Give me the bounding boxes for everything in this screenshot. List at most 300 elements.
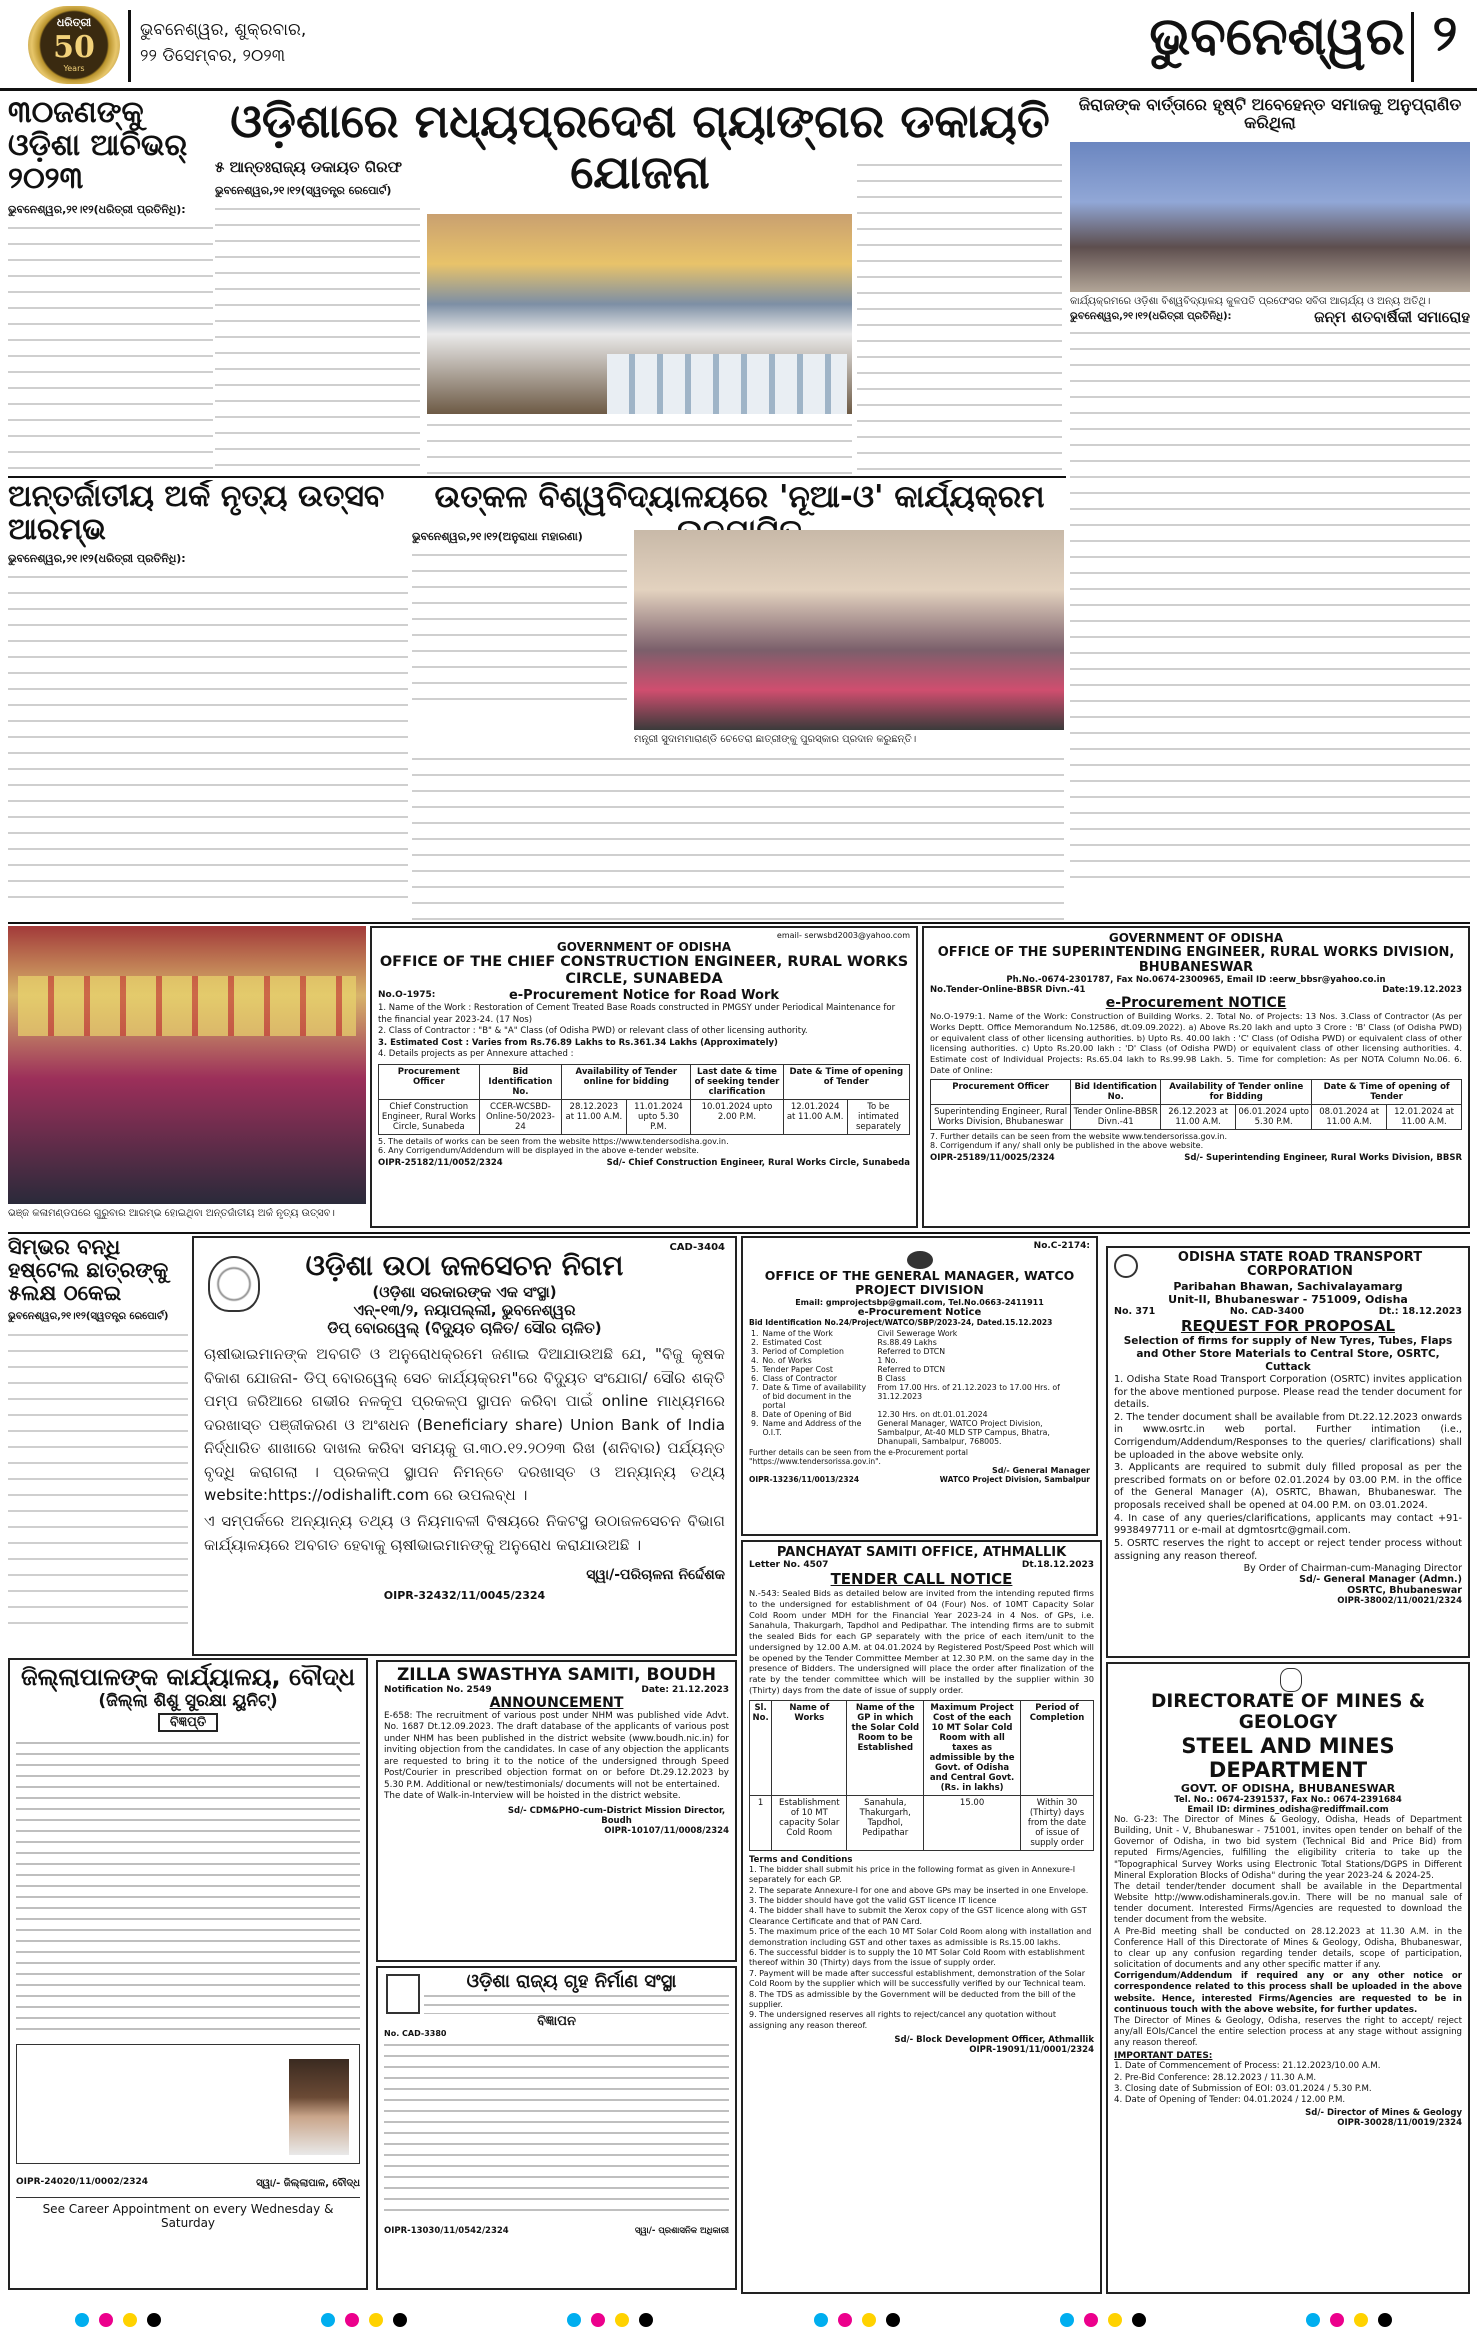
ad-heading: ANNOUNCEMENT: [489, 1695, 624, 1711]
table-cell: To be intimated separately: [847, 1099, 909, 1134]
watco-logo: [907, 1251, 933, 1269]
registration-dot: [838, 2313, 852, 2327]
section-divider: [1411, 12, 1414, 82]
story-headline: ଓଡ଼ିଶାରେ ମଧ୍ୟପ୍ରଦେଶ ଗ୍ୟାଙ୍ଗର ଡକାୟତି ଯୋଜନା: [230, 96, 1050, 199]
ad-osrtc: [1106, 1246, 1470, 1658]
story-body: [412, 548, 627, 708]
ohb-logo: [386, 1974, 420, 2014]
table-header: Name of the GP in which the Solar Cold Room to be Established: [847, 1700, 924, 1795]
ad-zilla-swasthya: [376, 1660, 737, 1962]
ad-signature: ସ୍ୱା/-ପରିଚାଳନା ନିର୍ଦ୍ଦେଶକ: [586, 1567, 725, 1584]
registration-dot: [147, 2313, 161, 2327]
ad-notes: [378, 1137, 910, 1155]
ad-athmallik: [741, 1540, 1102, 2294]
story-column-right: [857, 158, 1062, 476]
ad-footer: [378, 1158, 910, 1168]
table-cell: B Class: [877, 1373, 906, 1383]
row-rule: [8, 476, 1066, 478]
table-header: Bid Identification No.: [479, 1064, 562, 1099]
photo-caption: ଭଞ୍ଜ କଳାମଣ୍ଡପରେ ଗୁରୁବାର ଆରମ୍ଭ ହୋଇଥିବା ଅନ୍ତର୍ଜାତୀୟ ଅର୍କ ନୃତ୍ୟ ଉତ୍ସବ।: [8, 1208, 335, 1219]
uu-event-photo: [634, 530, 1064, 730]
table-cell: Date & Time of availability of bid document in the portal: [762, 1382, 867, 1410]
ad-body-2: ଏ ସମ୍ପର୍କରେ ଅନ୍ୟାନ୍ୟ ତଥ୍ୟ ଓ ନିୟମାବଳୀ ବିଷୟରେ ନିକଟସ୍ଥ ଉଠାଜଳସେଚନ ବିଭାଗ କାର୍ଯ୍ୟାଳୟରେ ଅବଗତ ହେବାକୁ ଚାଷୀଭାଇମାନଙ୍କୁ ଅନୁରୋଧ କରାଯାଉଅଛି ।: [204, 1511, 725, 1554]
ad-item: 3. Estimated Cost : Varies from Rs.76.89 Lakhs to Rs.361.34 Lakhs (Approximately): [378, 1037, 778, 1048]
terms-list: [749, 1865, 1094, 2031]
table-row: [749, 1410, 1090, 1419]
ad-collector-boudh: [8, 1658, 368, 2290]
registration-dot-group: [75, 2312, 171, 2331]
oipr-code: OIPR-19091/11/0001/2324: [969, 2045, 1094, 2056]
ad-item: 1. Name of the Work : Restoration of Cement Treated Base Roads constructed in PMGSY under Periodical Maintenance for the financial year 2023-24. (17 Nos): [378, 1003, 896, 1025]
ad-para: Corrigendum/Addendum if required any or any other notice or correspondence related to this process shall be uploaded in the above website. Hence, interested Firms/Agencies are requested to be in continuous touch with the above website, for further updates.: [1114, 1971, 1462, 2015]
ad-notes: [930, 1132, 1462, 1150]
table-header: Bid Identification No.: [1071, 1079, 1161, 1104]
ad-bid: Bid Identification No.24/Project/WATCO/SBP/2023-24, Dated.15.12.2023: [749, 1317, 1053, 1327]
registration-dot: [639, 2313, 653, 2327]
registration-dot: [814, 2313, 828, 2327]
ad-table: [16, 2044, 360, 2164]
ad-para: No. G-23: The Director of Mines & Geology, Odisha, Heads of Department Building, Unit - V, Bhubaneswar - 751001, invites open tender on behalf of the Governor of Odisha, in two bid system (Technical Bid and Price Bid) from reputed Firms/Agencies, fulfilling the eligibility criteria to take up the "Topographical Survey Works using Electronic Total Stations/DGPS in Different Mineral Exploration Blocks of Odisha" during the year 2023-24 & 2024-25.: [1114, 1814, 1462, 1881]
table-row: [749, 1383, 1090, 1410]
ad-signature-2: WATCO Project Division, Sambalpur: [939, 1474, 1090, 1484]
ad-office: OFFICE OF THE CHIEF CONSTRUCTION ENGINEER, RURAL WORKS CIRCLE, SUNABEDA: [379, 954, 909, 987]
table-row: [931, 1104, 1462, 1129]
story-body: [215, 202, 420, 472]
ad-cad: No. CAD-3400: [1229, 1305, 1305, 1317]
ad-date: Dt.18.12.2023: [1021, 1560, 1094, 1570]
registration-dot-group: [567, 2312, 663, 2331]
table-cell: 15.00: [924, 1795, 1021, 1850]
story-headline: ଉତ୍କଳ ବିଶ୍ୱବିଦ୍ୟାଳୟରେ 'ନୂଆ-ଓ' କାର୍ଯ୍ୟକ୍ରମ: [434, 480, 1045, 515]
ad-item: 2. The tender document shall be available from Dt.22.12.2023 onwards in www.osrtc.in web portal. Further intimation (i.e., Corrigendum/Addendum/Responses to the queries/ clarifications) shall be uploaded in the above website only.: [1114, 1411, 1462, 1461]
photo-caption: ମନ୍ତ୍ରୀ ସୁଦାମମାରାଣ୍ଡି ଚେତେରା ଛାତ୍ରୀଙ୍କୁ ପୁରସ୍କାର ପ୍ରଦାନ କରୁଛନ୍ତି।: [634, 734, 917, 745]
table-cell: Referred to DTCN: [877, 1346, 946, 1356]
table-row: [749, 1365, 1090, 1374]
table-header: Availability of Tender online for Bidding: [1161, 1079, 1312, 1104]
ad-note: 8. Corrigendum if any/ shall only be published in the above website.: [930, 1140, 1204, 1150]
ad-number: Notification No. 2549: [384, 1685, 492, 1695]
table-cell: 10.01.2024 upto 2.00 P.M.: [691, 1099, 783, 1134]
registration-dot: [1060, 2313, 1074, 2327]
table-cell: 5.: [751, 1364, 759, 1374]
table-cell: Referred to DTCN: [877, 1364, 946, 1374]
logo-number: 50: [53, 30, 95, 65]
registration-dot: [75, 2313, 89, 2327]
ad-title: ଓଡ଼ିଶା ଉଠା ଜଳସେଚନ ନିଗମ: [305, 1249, 624, 1282]
ad-signature: Sd/- General Manager (Admn.): [1299, 1574, 1462, 1586]
registration-dot-group: [1060, 2312, 1156, 2331]
ad-contact: Ph.No.-0674-2301787, Fax No.0674-2300965, Email ID :eerw_bbsr@yahoo.co.in: [1006, 975, 1386, 985]
dateline-city: ଭୁବନେଶ୍ୱର, ଶୁକ୍ରବାର,: [140, 20, 307, 40]
story-dateline: ଭୁବନେଶ୍ୱର,୨୧।୧୨(ଧରିତ୍ରୀ ପ୍ରତିନିଧି):: [1070, 311, 1232, 323]
story-headline: ଅନ୍ତର୍ଜାତୀୟ ଅର୍କ ନୃତ୍ୟ ଉତ୍ସବ ଆରମ୍ଭ: [8, 480, 385, 547]
ad-note: 7. Further details can be seen from the website www.tendersorissa.gov.in.: [930, 1131, 1227, 1141]
table-cell: 1 No.: [877, 1355, 898, 1365]
oipr-code: OIPR-13236/11/0013/2324: [749, 1474, 860, 1484]
masthead-rule: [0, 88, 1477, 91]
table-cell: Tender Paper Cost: [762, 1364, 833, 1374]
dateline: [140, 18, 440, 69]
ad-signature: Sd/- Director of Mines & Geology: [1305, 2108, 1462, 2119]
table-cell: Rs.88.49 Lakhs: [877, 1337, 937, 1347]
ad-ref: [749, 1560, 1094, 1570]
table-row: [749, 1419, 1090, 1446]
ad-subhead: ଡିପ୍ ବୋରୱେଲ୍ (ବିଦ୍ୟୁତ ଚାଳିତ/ ସୌର ଚାଳିତ): [327, 1319, 602, 1337]
logo-top: ଧରିତ୍ରୀ: [56, 16, 92, 29]
ad-table: [930, 1079, 1462, 1130]
ad-title: e-Procurement Notice for Road Work: [508, 988, 780, 1004]
ad-subtitle: (ଓଡ଼ିଶା ସରକାରଙ୍କ ଏକ ସଂସ୍ଥା): [372, 1283, 557, 1301]
ad-signature: ସ୍ୱା/- ପ୍ରଶାସନିକ ଅଧିକାରୀ: [634, 2226, 729, 2236]
date-item: 2. Pre-Bid Conference: 28.12.2023 / 11.30 A.M.: [1114, 2072, 1317, 2083]
ad-items: [378, 1003, 910, 1060]
registration-dot: [1108, 2313, 1122, 2327]
table-cell: 2.: [751, 1337, 759, 1347]
ad-email: Email ID: dirmines_odisha@rediffmail.com: [1187, 1804, 1389, 1815]
ad-note: 6. Any Corrigendum/Addendum will be displayed in the above e-tender website.: [378, 1145, 699, 1155]
ad-title: e-Procurement NOTICE: [1105, 995, 1287, 1011]
table-header: Procurement Officer: [931, 1079, 1071, 1104]
oipr-code: OIPR-25189/11/0025/2324: [930, 1152, 1055, 1163]
dates-list: [1114, 2061, 1462, 2106]
mines-emblem: [1280, 1668, 1302, 1692]
dates-title: IMPORTANT DATES:: [1114, 2051, 1213, 2062]
ad-body: N.-543: Sealed Bids as detailed below are invited from the intending reputed firms to the undersigned for establishment of 04 (Four) Nos. of 10MT Capacity Solar Cold Room under MDH for the Financial Year 2023-24 in 4 Nos. of GPs, i.e. Sanahula, Thakurgarh, Tapdhol and Pedipathar. The intending firms are to submit the sealed Bids for each GP separately with the price of each item/unit to the undersigned by 12.00 A.M. at 04.01.2024 by Registered Post/Speed Post which will be opened by the Tender Committee Member at 12.30 P.M. on the same day in the presence of Bidders. The undersigned will place the order after finalization of the rate by the tender committee which will be installed by the supplier within 30 (Thirty) days from the date of issue of supply order.: [749, 1588, 1094, 1696]
ad-body: [384, 2040, 729, 2220]
dateline-date: ୨୨ ଡିସେମ୍ବର, ୨୦୨୩: [140, 45, 286, 66]
ad-by-order: By Order of Chairman-cum-Managing Director: [1243, 1563, 1462, 1575]
logo: [28, 6, 120, 84]
table-cell: 3.: [751, 1346, 759, 1356]
registration-dot: [862, 2313, 876, 2327]
ad-title: ZILLA SWASTHYA SAMITI, BOUDH: [396, 1665, 717, 1685]
table-cell: Class of Contractor: [762, 1373, 837, 1383]
ad-heading: REQUEST FOR PROPOSAL: [1180, 1316, 1395, 1335]
table-cell: 26.12.2023 at 11.00 A.M.: [1161, 1104, 1236, 1129]
table-row: [750, 1795, 1094, 1850]
osrtc-logo: [1114, 1254, 1138, 1278]
ad-number: No. 371: [1114, 1305, 1156, 1317]
ad-date: Dt.: 18.12.2023: [1378, 1305, 1462, 1317]
ad-signature: Sd/- CDM&PHO-cum-District Mission Director, Boudh: [507, 1806, 726, 1827]
term-item: 1. The bidder shall submit his price in the following format as given in Annexure-I separately for each GP.: [749, 1864, 1076, 1885]
row-rule: [8, 922, 1470, 924]
table-cell: 12.30 Hrs. on dt.01.01.2024: [877, 1409, 988, 1419]
term-item: 9. The undersigned reserves all rights to reject/cancel any quotation without assigning any reason thereof.: [749, 2010, 1057, 2030]
story-headline: ସିମ୍ଭର ବନ୍ଧି ହଷ୍ଟେଲ ଛାତ୍ରଙ୍କୁ ୫ଲକ୍ଷ ଠକେଇ: [8, 1236, 169, 1306]
ad-email: email- serwsbd2003@yahoo.com: [776, 931, 910, 940]
table-row: [749, 1347, 1090, 1356]
story-headline: ୩୦ଜଣଙ୍କୁ ଓଡ଼ିଶା ଆଚିଭର୍ ୨୦୨୩: [8, 96, 188, 196]
page-number: ୨: [1432, 4, 1458, 62]
story-utkal-university: [412, 480, 1067, 920]
story-dateline: ଭୁବନେଶ୍ୱର,୨୧।୧୨(ସ୍ୱତନ୍ତ୍ର ରେପୋର୍ଟ): [215, 184, 392, 197]
table-cell: 06.01.2024 upto 5.30 P.M.: [1236, 1104, 1312, 1129]
table-row: [749, 1374, 1090, 1383]
table-cell: 8.: [751, 1409, 759, 1419]
ad-mines-geology: [1106, 1662, 1470, 2294]
ad-item: 4. In case of any queries/clarifications, applicants may contact +91-9938497711 or e-mail at dgmtosrtc@gmail.com.: [1114, 1512, 1462, 1537]
table-cell: General Manager, WATCO Project Division, Sambalpur, At-40 MLD STP Campus, Bhatra, Dhanupali, Sambalpur, 768005.: [877, 1418, 1050, 1446]
ad-title: TENDER CALL NOTICE: [830, 1570, 1013, 1588]
story-body: [1070, 326, 1470, 886]
table-header: Date & Time of opening of Tender: [783, 1064, 909, 1099]
row-rule: [8, 1232, 1470, 1234]
ad-title: DIRECTORATE OF MINES & GEOLOGY: [1151, 1691, 1425, 1734]
table-header: Last date & time of seeking tender clarification: [691, 1064, 783, 1099]
ad-item: 4. Details projects as per Annexure attached :: [378, 1049, 574, 1060]
ad-item: 3. Applicants are required to submit duly filled proposal as per the prescribed formats on or before 02.01.2024 by 03.00 P.M. in the office of the General Manager (A), OSRTC, Bhawan, Bhubaneswar. The proposals received shall be opened at 04.00 P.M. on 03.01.2024.: [1114, 1462, 1462, 1512]
ad-subtitle: (ଜିଲ୍ଲା ଶିଶୁ ସୁରକ୍ଷା ୟୁନିଟ୍): [98, 1691, 278, 1711]
table-cell: 12.01.2024 at 11.00 A.M.: [1387, 1104, 1462, 1129]
table-header: Date & Time of opening of Tender: [1312, 1079, 1462, 1104]
ad-signature: Sd/- Block Development Officer, Athmallik: [894, 2035, 1094, 2046]
dance-photo: [8, 926, 366, 1204]
ad-tag: ବିଜ୍ଞାପନ: [537, 2014, 576, 2029]
ad-item: 1. Odisha State Road Transport Corporation (OSRTC) invites application for the above mentioned purpose. Please read the tender document for details.: [1114, 1373, 1462, 1411]
story-column-left: [215, 158, 420, 476]
ad-note: 5. The details of works can be seen from the website https://www.tendersodisha.gov.in.: [378, 1136, 729, 1146]
registration-dot: [99, 2313, 113, 2327]
photo-banner: [18, 976, 356, 1036]
registration-dot: [1330, 2313, 1344, 2327]
ad-footer-note: See Career Appointment on every Wednesday & Saturday: [16, 2197, 360, 2230]
ad-para: A Pre-Bid meeting shall be conducted on 28.12.2023 at 11.30 A.M. in the Conference Hall of this Directorate of Mines & Geology, Odisha, Bhubaneswar, to clear up any confusion regarding tender details, scope of participation, solicitation of documents and any other specific matter if any.: [1114, 1926, 1462, 1971]
logo-sub: Years: [63, 64, 85, 73]
ad-item: 5. OSRTC reserves the right to accept or reject tender process without assigning any reason thereof.: [1114, 1537, 1462, 1562]
ad-ref: [384, 1685, 729, 1695]
table-cell: 1: [750, 1795, 772, 1850]
terms-title: Terms and Conditions: [749, 1854, 853, 1865]
term-item: 5. The maximum price of the each 10 MT Solar Cold Room along with installation and demonstration including GST and other taxes as admissible is Rs.15.00 lakhs.: [749, 1927, 1092, 1947]
ad-ref: [1114, 1306, 1462, 1317]
story-dateline: ଭୁବନେଶ୍ୱର,୨୧।୧୨(ସ୍ୱତନ୍ତ୍ର ରେପୋର୍ଟ): [8, 1311, 169, 1323]
ad-signature: Sd/- General Manager: [991, 1465, 1090, 1475]
ad-body: No.O-1979:1. Name of the Work: Construction of Building Works. 2. Total No. of Projects: 13 Nos. 3.Class of Contractor (As per Works Deptt. Office Memorandum No.12586, dt.09.09.2022). a) Above Rs.20 lakh and upto 3 Crore : 'B' Class (of Odisha PWD) or equivalent class of other licensing authorities. b) Upto Rs. 40.00 lakh : 'C' Class (of Odisha PWD) or equivalent class of other licensing authorities. c) Upto Rs.20.00 lakh : 'D' Class (of Odisha PWD) or equivalent class of other licensing authorities. 4. Estimate cost of Individual Projects: Rs.65.04 lakh to Rs.99.98 Lakh. 5. Time for completion: As per NOTA Column No.06. 6. Date of Online:: [930, 1011, 1462, 1075]
section-title: ଭୁବନେଶ୍ୱର: [1149, 7, 1405, 67]
child-photo: [289, 2059, 349, 2155]
table-cell: Tender Online-BBSR Divn.-41: [1071, 1104, 1161, 1129]
ad-title-2: STEEL AND MINES DEPARTMENT: [1181, 1733, 1395, 1782]
ad-rwd-sunabeda: [370, 926, 918, 1228]
ad-date: Date:19.12.2023: [1382, 985, 1462, 995]
story-mp-gang: [215, 96, 1065, 476]
table-cell: Name of the Work: [762, 1328, 833, 1338]
table-row: [749, 1329, 1090, 1338]
table-header: Period of Completion: [1021, 1700, 1094, 1795]
term-item: 8. The TDS as admissible by the Government will be deducted from the bill of the supplier.: [749, 1989, 1076, 2009]
oipr-code: OIPR-32432/11/0045/2324: [383, 1589, 546, 1603]
oipr-code: OIPR-10107/11/0008/2324: [604, 1826, 729, 1837]
ad-footer: [384, 2226, 729, 2236]
registration-dot: [1354, 2313, 1368, 2327]
ad-office: OFFICE OF THE GENERAL MANAGER, WATCO PROJECT DIVISION: [764, 1268, 1075, 1298]
story-hostel-fraud: [8, 1236, 188, 1654]
table-cell: Estimated Cost: [762, 1337, 822, 1347]
story-subhead: ୫ ଆନ୍ତଃରାଜ୍ୟ ଡକାୟତ ଗିରଫ: [215, 158, 403, 176]
story-body-lower: [412, 752, 1064, 920]
table-cell: 08.01.2024 at 11.00 A.M.: [1312, 1104, 1387, 1129]
ad-contact-lines: [424, 1992, 729, 2014]
registration-dot-group: [321, 2312, 417, 2331]
table-cell: 9.: [751, 1418, 759, 1428]
ad-para: The detail tender/tender document shall be available in the Departmental Website http://www.odishaminerals.gov.in. There will be no manual sale of tender document. Interested Firms/Agencies are requested to download the tender document from the website.: [1114, 1881, 1462, 1926]
arrested-photo: [427, 214, 852, 414]
table-cell: No. of Works: [762, 1355, 812, 1365]
ad-watco: [741, 1236, 1098, 1536]
story-body: [8, 570, 408, 910]
ad-number: No. CAD-3380: [384, 2029, 447, 2038]
story-arka-dance: [8, 480, 408, 920]
ad-letter: Letter No. 4507: [749, 1560, 829, 1570]
ad-items: [1114, 1374, 1462, 1563]
ad-table: [378, 1064, 910, 1135]
photo-bottles: [607, 354, 847, 414]
ad-rwd-bhubaneswar: [922, 926, 1470, 1228]
ad-body: [16, 1738, 360, 2038]
registration-marks: [0, 2310, 1477, 2332]
table-cell: Period of Completion: [762, 1346, 844, 1356]
ad-footer: [749, 1475, 1090, 1484]
ad-para: The Director of Mines & Geology, Odisha, reserves the right to accept/ reject any/all EOIs/Cancel the entire selection process at any stage without assigning any reason thereof.: [1114, 2015, 1462, 2049]
ad-gov: GOVT. OF ODISHA, BHUBANESWAR: [1180, 1781, 1396, 1795]
table-cell: Sanahula, Thakurgarh, Tapdhol, Pedipathar: [847, 1795, 924, 1850]
story-odisha-achiever: [8, 96, 213, 476]
story-dateline: ଭୁବନେଶ୍ୱର,୨୧।୧୨(ଧରିତ୍ରୀ ପ୍ରତିନିଧି):: [8, 552, 186, 565]
ad-body-2: The date of Walk-in-Interview will be hoisted in the district website.: [384, 1790, 681, 1801]
ad-number: No.O-1975:: [378, 990, 436, 1001]
table-cell: 6.: [751, 1373, 759, 1383]
ad-note: Further details can be seen from the e-Procurement portal "https://www.tendersorissa.gov.in".: [749, 1447, 968, 1466]
ad-table: [749, 1700, 1094, 1851]
oipr-code: OIPR-30028/11/0019/2324: [1337, 2118, 1462, 2129]
ad-body: E-658: The recruitment of various post under NHM was published vide Advt. No. 1687 Dt.12.09.2023. The draft database of the applicants of various post under NHM has been published in the district website (www.boudh.nic.in) for inviting objection from the candidates. In case of any objection the applicants are requested to bring it to the notice of the undersigned through Speed Post/Courier in prescribed objection format on or before Dt.29.12.2023 by 5.30 P.M. Additional or new/testimonials/ documents will not be entertained.: [384, 1711, 729, 1790]
story-body: [8, 221, 213, 471]
ad-subhead: Selection of firms for supply of New Tyres, Tubes, Flaps and Other Store Materials to Central Store, OSRTC, Cuttack: [1123, 1334, 1453, 1373]
ad-title: ଓଡ଼ିଶା ରାଜ୍ୟ ଗୃହ ନିର୍ମାଣ ସଂସ୍ଥା: [466, 1971, 677, 1992]
ad-footer: [930, 1153, 1462, 1163]
oipr-code: OIPR-25182/11/0052/2324: [378, 1157, 503, 1168]
date-item: 4. Date of Opening of Tender: 04.01.2024 / 12.00 P.M.: [1114, 2094, 1346, 2105]
story-headline: ଜିରାଜଙ୍କ ବାର୍ତ୍ତାରେ ହୃଷ୍ଟି ଅବେହେନ୍ତ ସମାଜକୁ ଅନୁପ୍ରାଣିତ କରିଥିଲା: [1078, 96, 1462, 133]
table-cell: 28.12.2023 at 11.00 A.M.: [562, 1099, 626, 1134]
ad-tag-wrap: [16, 1711, 360, 1732]
ad-number: No.Tender-Online-BBSR Divn.-41: [930, 985, 1086, 995]
table-cell: 12.01.2024 at 11.00 A.M.: [783, 1099, 847, 1134]
ad-title: ଜିଲ୍ଲାପାଳଙ୍କ କାର୍ଯ୍ୟାଳୟ, ବୌଦ୍ଧ: [21, 1663, 355, 1691]
story-birth-centenary: [1070, 96, 1470, 906]
registration-dot: [591, 2313, 605, 2327]
ad-email: Email: gmprojectsbp@gmail.com, Tel.No.0663-2411911: [795, 1297, 1044, 1307]
registration-dot: [393, 2313, 407, 2327]
registration-dot-group: [814, 2312, 910, 2331]
ad-signature: ସ୍ୱା/- ଜିଲ୍ଲାପାଳ, ବୌଦ୍ଧ: [256, 2178, 360, 2189]
ad-signature: Sd/- Superintending Engineer, Rural Works Division, BBSR: [1184, 1152, 1462, 1163]
ad-odisha-housing-board: [376, 1966, 737, 2290]
table-cell: 11.01.2024 upto 5.30 P.M.: [626, 1099, 691, 1134]
term-item: 4. The bidder shall have to submit the Xerox copy of the GST licence along with GST Clearance Certificate and that of PAN Card.: [749, 1906, 1087, 1926]
table-cell: Superintending Engineer, Rural Works Division, Bhubaneswar: [931, 1104, 1071, 1129]
term-item: 2. The separate Annexure-I for one and above GPs may be inserted in one Envelope.: [749, 1885, 1089, 1895]
ad-address-2: Unit-II, Bhubaneswar - 751009, Odisha: [1168, 1292, 1408, 1306]
registration-dot: [886, 2313, 900, 2327]
registration-dot: [123, 2313, 137, 2327]
table-row: [749, 1338, 1090, 1347]
registration-dot: [567, 2313, 581, 2327]
registration-dot: [321, 2313, 335, 2327]
table-row: [379, 1099, 910, 1134]
date-item: 3. Closing date of Submission of EOI: 03.01.2024 / 5.30 P.M.: [1114, 2083, 1372, 2094]
oipr-code: OIPR-24020/11/0002/2324: [16, 2177, 149, 2187]
ad-office: PANCHAYAT SAMITI OFFICE, ATHMALLIK: [776, 1545, 1067, 1560]
masthead-divider: [128, 10, 131, 82]
table-cell: From 17.00 Hrs. of 21.12.2023 to 17.00 Hrs. of 31.12.2023: [877, 1382, 1060, 1401]
table-header: Procurement Officer: [379, 1064, 480, 1099]
ad-signature-2: OSRTC, Bhubaneswar: [1347, 1585, 1462, 1597]
ad-ref: [930, 985, 1462, 995]
ad-tag: ବିଜ୍ଞପ୍ତି: [158, 1713, 218, 1732]
ad-number: No.C-2174:: [1033, 1241, 1090, 1251]
photo-caption-lines: [427, 418, 852, 474]
table-cell: Name and Address of the O.I.T.: [762, 1418, 862, 1437]
table-cell: 4.: [751, 1355, 759, 1365]
table-header: Availability of Tender online for bidding: [562, 1064, 691, 1099]
registration-dot: [369, 2313, 383, 2327]
registration-dot: [1084, 2313, 1098, 2327]
registration-dot: [1378, 2313, 1392, 2327]
photo-caption: କାର୍ଯ୍ୟକ୍ରମରେ ଓଡ଼ିଶା ବିଶ୍ୱବିଦ୍ୟାଳୟ କୁଳପତି ପ୍ରଫେସର ସବିତା ଆଚାର୍ଯ୍ୟ ଓ ଅନ୍ୟ ଅତିଥି।: [1070, 296, 1431, 308]
ad-date: Date: 21.12.2023: [641, 1685, 729, 1695]
ad-gov: GOVERNMENT OF ODISHA: [556, 940, 732, 954]
ad-title: ODISHA STATE ROAD TRANSPORT CORPORATION: [1177, 1250, 1423, 1280]
ad-tel: Tel. No.: 0674-2391537, Fax No.: 0674-2391684: [1174, 1794, 1402, 1805]
table-cell: CCER-WCSBD-Online-50/2023-24: [479, 1099, 562, 1134]
table-cell: Date of Opening of Bid: [762, 1409, 852, 1419]
ad-address: ଏନ୍‌-୧୩/୨, ନୟାପଲ୍ଲୀ, ଭୁବନେଶ୍ୱର: [353, 1301, 576, 1319]
ad-body: ଚାଷୀଭାଇମାନଙ୍କ ଅବଗତି ଓ ଅନୁରୋଧକ୍ରମେ ଜଣାଇ ଦିଆଯାଉଅଛି ଯେ, "ବିଜୁ କୃଷକ ବିକାଶ ଯୋଜନା- ଡିପ୍ ବୋରୱେଲ୍ ସେଚ କାର୍ଯ୍ୟକ୍ରମ"ରେ ବିଦ୍ୟୁତ ସଂଯୋଗ/ ସୌର ଶକ୍ତି ପମ୍ପ ଜରିଆରେ ଗଭୀର ନଳକୂପ ପ୍ରକଳ୍ପ ସ୍ଥାପନ କରିବା ପାଇଁ online ମାଧ୍ୟମରେ ଦରଖାସ୍ତ ପଞ୍ଜୀକରଣ ଓ ଅଂଶଧନ (Beneficiary share) Union Bank of India ନିର୍ଦ୍ଧାରିତ ଶାଖାରେ ଦାଖଲ କରିବା ସମୟକୁ ତା.୩୦.୧୨.୨୦୨୩ ରିଖ (ଶନିବାର) ପର୍ଯ୍ୟନ୍ତ ବୃଦ୍ଧି କରାଗଲା । ପ୍ରକଳ୍ପ ସ୍ଥାପନ ନିମନ୍ତେ ଦରଖାସ୍ତ ଓ ଅନ୍ୟାନ୍ୟ ତଥ୍ୟ website:https://odishalift.com ରେ ଉପଲବ୍ଧ ।: [204, 1345, 725, 1505]
olic-emblem: [208, 1256, 260, 1312]
registration-dot-group: [1306, 2312, 1402, 2331]
ad-signature: Sd/- Chief Construction Engineer, Rural Works Circle, Sunabeda: [606, 1157, 910, 1168]
registration-dot: [1306, 2313, 1320, 2327]
story-body: [8, 1328, 188, 1628]
table-row: [749, 1356, 1090, 1365]
term-item: 7. Payment will be made after successful establishment, demonstration of the Solar Cold Room by the supplier which will be successfully verified by our Technical team.: [749, 1968, 1086, 1989]
ad-office: OFFICE OF THE SUPERINTENDING ENGINEER, RURAL WORKS DIVISION, BHUBANESWAR: [937, 945, 1455, 975]
story-subhead: ଜନ୍ମ ଶତବାର୍ଷିକୀ ସମାରୋହ: [1314, 308, 1470, 327]
table-cell: Chief Construction Engineer, Rural Works Circle, Sunabeda: [379, 1099, 480, 1134]
table-cell: 1.: [751, 1328, 759, 1338]
story-dateline: ଭୁବନେଶ୍ୱର,୨୧।୧୨(ଧରିତ୍ରୀ ପ୍ରତିନିଧି):: [8, 203, 186, 216]
event-photo: [1070, 142, 1470, 292]
story-dateline: ଭୁବନେଶ୍ୱର,୨୧।୧୨(ଅନୁରାଧା ମହାରଣା): [412, 530, 583, 543]
registration-dot: [1132, 2313, 1146, 2327]
ad-odisha-lift-irrigation: [192, 1236, 737, 1656]
term-item: 6. The successful bidder is to supply the 10 MT Solar Cold Room with establishment thereof within 30 (Thirty) days from the issue of supply order.: [749, 1947, 1085, 1968]
ad-gov: GOVERNMENT OF ODISHA: [1108, 931, 1284, 945]
ad-title: e-Procurement Notice: [857, 1306, 982, 1318]
table-cell: Within 30 (Thirty) days from the date of issue of supply order: [1021, 1795, 1094, 1850]
ad-item: 2. Class of Contractor : "B" & "A" Class (of Odisha PWD) or relevant class of other licensing authority.: [378, 1026, 808, 1037]
ad-items: [749, 1329, 1090, 1446]
table-header: Name of Works: [772, 1700, 847, 1795]
ad-cad: CAD-3404: [669, 1242, 725, 1253]
ad-body: [1114, 1815, 1462, 2050]
table-cell: Civil Sewerage Work: [877, 1328, 958, 1338]
table-header: Sl. No.: [750, 1700, 772, 1795]
table-cell: 7.: [751, 1382, 759, 1392]
oipr-code: OIPR-13030/11/0542/2324: [384, 2226, 509, 2236]
